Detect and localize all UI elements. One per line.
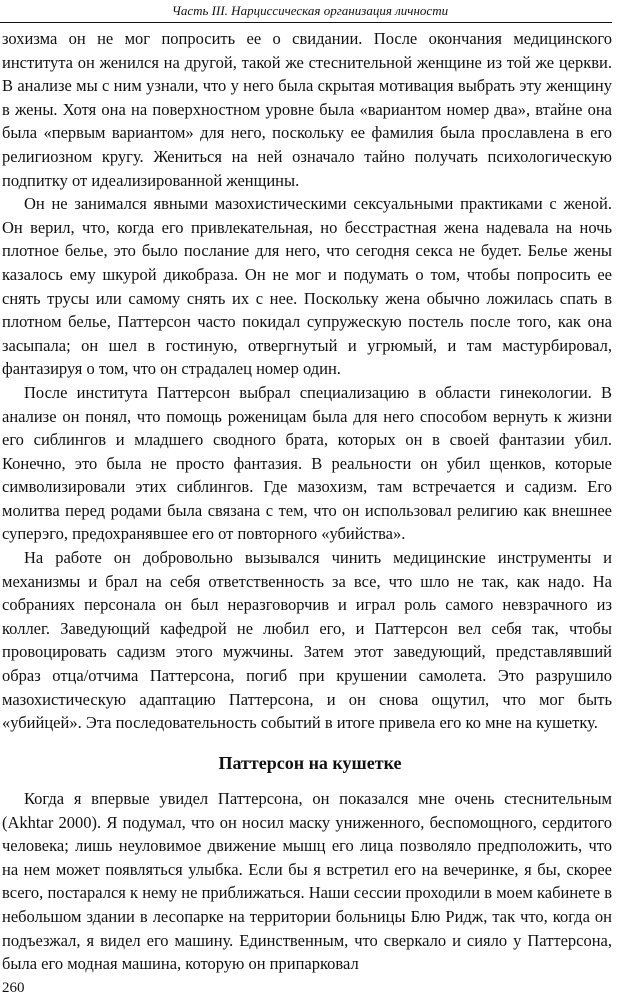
page-number: 260 [2, 980, 25, 996]
paragraph: Когда я впервые увидел Паттерсона, он показался мне очень стеснительным (Akhtar 2000). Я подумал, что он носил маску униженного, беспомощного, сердитого человека; лишь неуловимое движение мышц его лица позволяло предположить, что на нем может появляться улыбка. Если бы я встретил его на вечеринке, я бы, скорее всего, постарался к нему не приближаться. Наши сессии проходили в моем кабинете в небольшом здании в лесопарке на территории больницы Блю Ридж, так что, когда он подъезжал, я видел его машину. Единственным, что сверкало и сияло у Паттерсона, была его модная машина, которую он припарковал [2, 789, 612, 974]
section-text [2, 787, 612, 976]
paragraph: На работе он добровольно вызывался чинить медицинские инструменты и механизмы и брал на себя ответственность за все, что шло не так, как надо. На собраниях персонала он был неразговорчив и играл роль самого невзрачного из коллег. Заведующий кафедрой не любил его, и Паттерсон вел себя так, чтобы провоцировать садизм этого мужчины. Затем этот заведующий, представлявший образ отца/отчима Паттерсона, погиб при крушении самолета. Это разрушило мазохистическую адаптацию Паттерсона, и он снова ощутил, что мог быть «убийцей». Эта последовательность событий в итоге привела его ко мне на кушетку. [2, 548, 612, 733]
paragraph: После института Паттерсон выбрал специализацию в области гинекологии. В анализе он понял, что помощь роженицам была для него способом вернуть к жизни его сиблингов и младшего сводного брата, которых он в своей фантазии убил. Конечно, это была не просто фантазия. В реальности он убил щенков, которые символизировали этих сиблингов. Где мазохизм, там встречается и садизм. Его молитва перед родами была связана с тем, что он использовал религию как внешнее суперэго, предохранявшее его от повторного «убийства». [2, 382, 612, 544]
paragraph: Он не занимался явными мазохистическими сексуальными практиками с женой. Он верил, что, когда его привлекательная, но бесстрастная жена надевала на ночь плотное белье, это было послание для него, что сегодня секса не будет. Белье жены казалось ему шкурой дикобраза. Он не мог и подумать о том, чтобы попросить ее снять трусы или самому снять их с нее. Поскольку жена обычно ложилась спать в плотном белье, Паттерсон часто покидал супружескую постель после того, как она засыпала; он шел в гостиную, отвергнутый и угрюмый, и там мастурбировал, фантазируя о том, что он страдалец номер один. [2, 194, 612, 379]
section-heading: Паттерсон на кушетке [218, 753, 402, 773]
paragraph-continuation: зохизма он не мог попросить ее о свидании. После окончания медицинского института он женился на другой, такой же стеснительной женщине из той же церкви. В анализе мы с ним узнали, что у него была скрытая мотивация выбрать эту женщину в жены. Хотя она на поверхностном уровне была «вариантом номер два», втайне она была «первым вариантом» для него, поскольку ее фамилия была прославлена в его религиозном кругу. Жениться на ней означало тайно получать психологическую подпитку от идеализированной женщины. [2, 29, 612, 190]
running-head: Часть III. Нарциссическая организация личности [171, 3, 449, 18]
main-text [2, 27, 612, 735]
header-rule [0, 22, 612, 23]
